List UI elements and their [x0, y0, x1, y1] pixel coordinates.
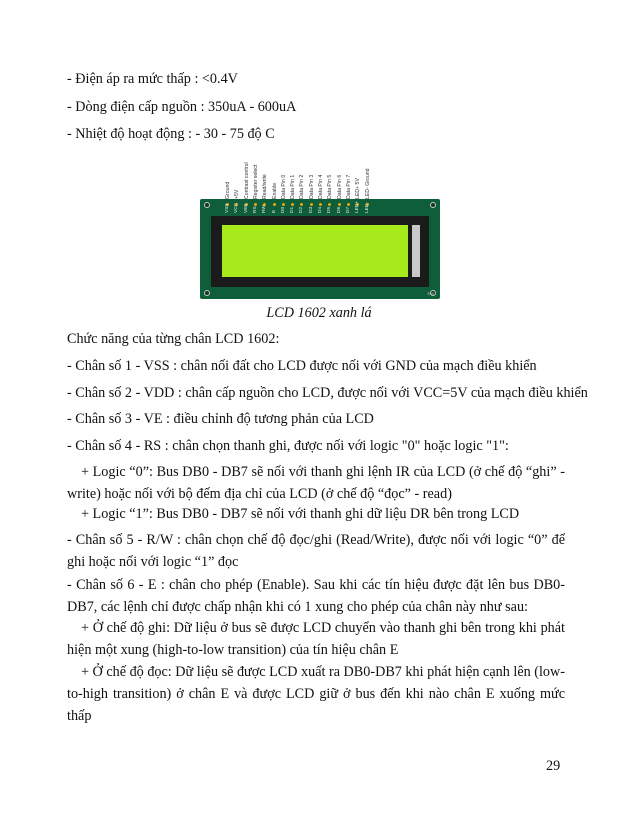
pin-code: D6 — [336, 206, 342, 213]
pin-4-description: - Chân số 4 - RS : chân chọn thanh ghi, được nối với logic "0" hoặc logic "1": — [67, 438, 509, 454]
pin-1-description: - Chân số 1 - VSS : chân nối đất cho LCD được nối với GND của mạch điều khiển — [67, 358, 537, 374]
pin-pad — [291, 203, 294, 206]
pin-label: Data Pin 1 — [290, 174, 297, 199]
backlight-strip — [412, 225, 420, 277]
spec-supply-current: - Dòng điện cấp nguồn : 350uA - 600uA — [67, 99, 297, 115]
pin-code: D3 — [308, 206, 314, 213]
spec-operating-temperature: - Nhiệt độ hoạt động : - 30 - 75 độ C — [67, 126, 275, 142]
pin-6-write-mode: + Ở chế độ ghi: Dữ liệu ở bus sẽ được LCD chuyển vào thanh ghi bên trong khi phát hiện một xung (high-to-low transition) của tín hiệu chân E — [67, 620, 565, 658]
pin-labels — [226, 153, 386, 199]
section-heading: Chức năng của từng chân LCD 1602: — [67, 331, 280, 347]
pin-label: Register select — [252, 164, 259, 199]
pin-2-description: - Chân số 2 - VDD : chân cấp nguồn cho LCD, được nối với VCC=5V của mạch điều khiển — [67, 385, 588, 401]
pin-code: D2 — [299, 206, 305, 213]
pin-pad — [310, 203, 313, 206]
pin-code: D4 — [318, 206, 323, 213]
pin-pad — [328, 203, 331, 206]
lcd-1602-image — [200, 153, 440, 299]
pin-label: Data Pin 7 — [345, 174, 352, 199]
pin-code: RS — [252, 206, 258, 213]
pin-label: Data Pin 6 — [336, 174, 343, 199]
lcd-board — [200, 199, 440, 299]
pin-label: Read/write — [262, 174, 269, 199]
page-number: 29 — [546, 758, 561, 774]
pin-4-logic-1: + Logic “1”: Bus DB0 - DB7 sẽ nối với thanh ghi dữ liệu DR bên trong LCD — [81, 506, 520, 522]
pin-4-logic-0: + Logic “0”: Bus DB0 - DB7 sẽ nối với thanh ghi lệnh IR của LCD (ở chế độ “ghi” - write) hoặc nối với bộ đếm địa chỉ của LCD (ở chế độ “đọc” - read) — [67, 464, 565, 502]
pin-label: +5V — [234, 189, 241, 199]
pin-pad — [300, 203, 303, 206]
mount-hole — [430, 202, 436, 208]
spec-low-output-voltage: - Điện áp ra mức thấp : <0.4V — [67, 71, 238, 87]
pin-code: LED+ — [355, 200, 361, 213]
pin-6-description: - Chân số 6 - E : chân cho phép (Enable). Sau khi các tín hiệu được đặt lên bus DB0-DB7, các lệnh chỉ được chấp nhận khi có 1 xung cho phép của chân này như sau: — [67, 577, 565, 615]
pin-code: D7 — [345, 206, 351, 213]
board-mark: EW — [427, 291, 434, 296]
pin-label: Data Pin 5 — [327, 174, 334, 199]
pin-code: RW — [262, 205, 268, 213]
pin-code: LED- — [364, 202, 370, 213]
pin-5-description: - Chân số 5 - R/W : chân chọn chế độ đọc/ghi (Read/Write), được nối với logic “0” để ghi hoặc nối với logic “1” đọc — [67, 532, 565, 570]
pin-label: Data Pin 2 — [299, 174, 306, 199]
pin-label: Data Pin 0 — [280, 174, 287, 199]
pin-code: VSS — [225, 203, 230, 213]
pin-code: D0 — [280, 206, 286, 213]
pin-pad — [338, 203, 341, 206]
pin-label: LED- Ground — [364, 168, 371, 199]
pin-6-read-mode: + Ở chế độ đọc: Dữ liệu sẽ được LCD xuất ra DB0-DB7 khi phát hiện cạnh lên (low-to-high transition) ở chân E và được LCD giữ ở bus đến khi nào chân E xuống mức thấp — [67, 664, 565, 724]
pin-pad — [282, 203, 285, 206]
pin-label: Data Pin 3 — [308, 174, 315, 199]
pin-label: Data Pin 4 — [318, 174, 324, 199]
pin-label: LED+ 5V — [355, 178, 362, 199]
pin-label: Enable — [271, 182, 278, 199]
pin-code: VEE — [243, 203, 249, 213]
pin-code: D5 — [327, 206, 333, 213]
mount-hole — [204, 290, 210, 296]
pin-pad — [319, 203, 322, 206]
mount-hole — [204, 202, 210, 208]
lcd-screen — [222, 225, 408, 277]
pin-pad — [273, 203, 276, 206]
pin-label: Ground — [225, 181, 231, 199]
pin-pad — [347, 203, 350, 206]
pin-label: Contrast control — [243, 162, 250, 199]
pin-code: D1 — [290, 206, 296, 213]
figure-caption: LCD 1602 xanh lá — [266, 305, 372, 321]
pin-code: E — [271, 209, 277, 213]
pin-code: VCC — [234, 202, 240, 213]
pin-3-description: - Chân số 3 - VE : điều chỉnh độ tương phản của LCD — [67, 411, 374, 427]
